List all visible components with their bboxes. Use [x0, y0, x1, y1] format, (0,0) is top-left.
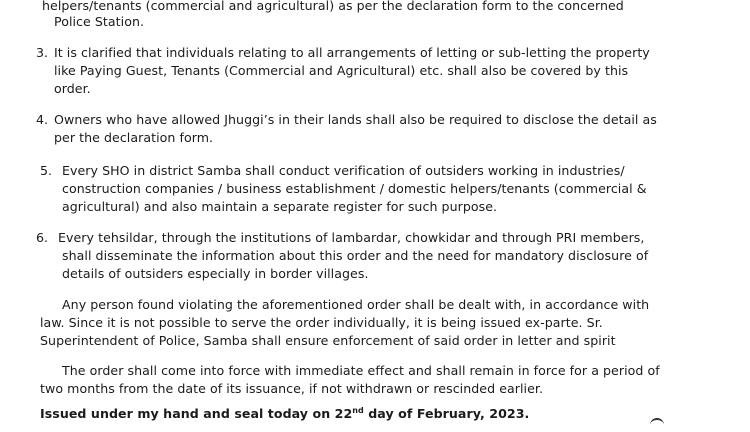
item-4-line-2: per the declaration form.	[54, 130, 214, 145]
item-6-line-3: details of outsiders especially in border villages.	[62, 266, 369, 281]
issued-statement-start: Issued under my hand and seal today on 22	[40, 406, 353, 421]
issued-statement	[40, 406, 529, 422]
issued-date-suffix: nd	[352, 405, 364, 415]
item-5-line-3: agricultural) and also maintain a separate register for such purpose.	[62, 199, 498, 214]
violation-paragraph-line-3: Superintendent of Police, Samba shall ensure enforcement of said order in letter and spirit	[40, 333, 616, 348]
item-3-line-1: It is clarified that individuals relating to all arrangements of letting or sub-letting the property	[54, 45, 650, 60]
item-6-line-1: Every tehsildar, through the institutions of lambardar, chowkidar and through PRI members,	[58, 230, 645, 245]
item-3-line-3: order.	[54, 81, 91, 96]
item-3-line-2: like Paying Guest, Tenants (Commercial and Agricultural) etc. shall also be covered by this	[54, 63, 629, 78]
item-4-line-1: Owners who have allowed Jhuggi’s in their lands shall also be required to disclose the detail as	[54, 112, 657, 127]
item-5-number: 5.	[40, 163, 53, 178]
force-paragraph-line-2: two months from the date of its issuance, if not withdrawn or rescinded earlier.	[40, 381, 544, 396]
item-6-line-2: shall disseminate the information about this order and the need for mandatory disclosure of	[62, 248, 649, 263]
force-paragraph-line-1: The order shall come into force with immediate effect and shall remain in force for a period of	[62, 363, 660, 378]
item-3-number: 3.	[36, 45, 49, 60]
item-2-line-1: helpers/tenants (commercial and agricultural) as per the declaration form to the concerned	[42, 0, 624, 13]
item-2-line-2: Police Station.	[54, 14, 145, 29]
item-5-line-1: Every SHO in district Samba shall conduct verification of outsiders working in industries/	[62, 163, 625, 178]
issued-statement-end: day of February, 2023.	[363, 406, 530, 421]
item-5-line-2: construction companies / business establishment / domestic helpers/tenants (commercial &	[62, 181, 647, 196]
item-4-number: 4.	[36, 112, 49, 127]
violation-paragraph-line-2: law. Since it is not possible to serve the order individually, it is being issued ex-parte. Sr.	[40, 315, 603, 330]
violation-paragraph-line-1: Any person found violating the aforementioned order shall be dealt with, in accordance with	[62, 297, 650, 312]
item-6-number: 6.	[36, 230, 49, 245]
